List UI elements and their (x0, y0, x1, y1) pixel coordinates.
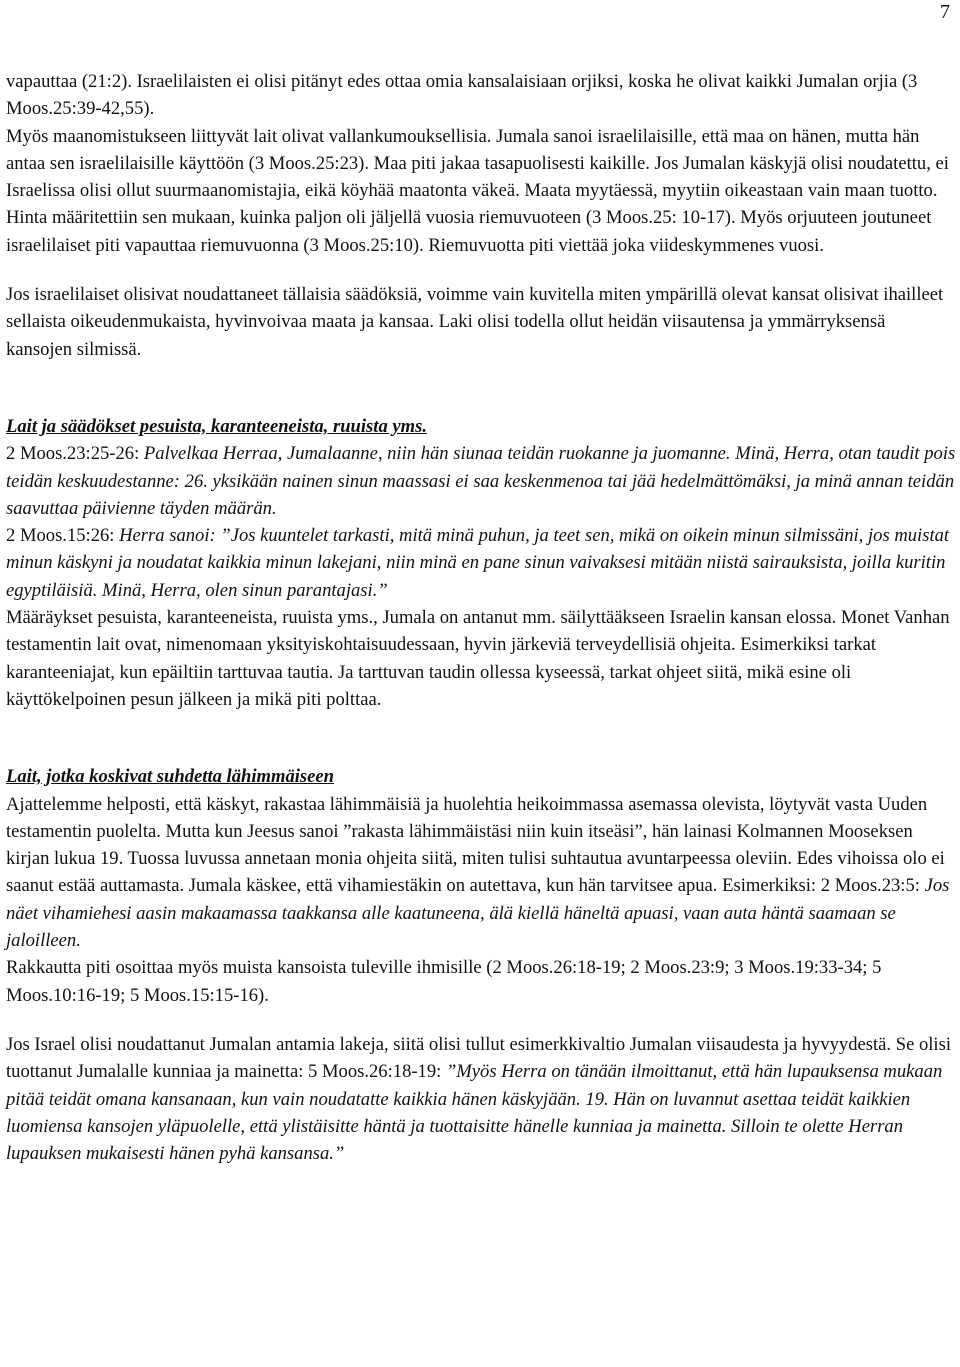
section-1-quote-2: Herra sanoi: ”Jos kuuntelet tarkasti, mitä minä puhun, ja teet sen, mikä on oikein minun silmissäni, jos muistat minun käskyni ja noudatat kaikkia minun lakejani, niin minä en pane sinun vaivaksesi mitään niistä sairauksista, joilla kuritin egyptiläisiä. Minä, Herra, olen sinun parantajasi.” (6, 525, 950, 601)
page-number: 7 (940, 1, 950, 23)
page-body (6, 68, 956, 1167)
paragraph-1-text: vapauttaa (21:2). Israelilaisten ei olisi pitänyt edes ottaa omia kansalaisiaan orjiksi, koska he olivat kaikki Jumalan orjia (3 Moos.25:39-42,55). (6, 71, 918, 120)
paragraph-last-text: Jos Israel olisi noudattanut Jumalan antamia lakeja, siitä olisi tullut esimerkkivaltio Jumalan viisaudesta ja hyvyydestä. Se olisi tuottanut Jumalalle kunniaa ja mainetta: 5 Moos.26:18-19: (6, 1033, 952, 1083)
section-2 (6, 763, 956, 1009)
section-1-quote-1: Palvelkaa Herraa, Jumalaanne, niin hän siunaa teidän ruokanne ja juomanne. Minä, Herra, otan taudit pois teidän keskuudestanne: 26. yksikään nainen sinun maassasi ei saa keskenmenoa tai jää hedelmättömäksi, ja minä annan teidän saavuttaa päivienne täyden määrän. (6, 443, 956, 519)
paragraph-1 (6, 68, 956, 259)
paragraph-2: Jos israelilaiset olisivat noudattaneet tällaisia säädöksiä, voimme vain kuvitella miten ympärillä olevat kansat olisivat ihailleet sellaista oikeudenmukaista, hyvinvoivaa maata ja kansaa. Laki olisi todella ollut heidän viisautensa ja ymmärryksensä kansojen silmissä. (6, 284, 944, 360)
paragraph-last (6, 1031, 956, 1167)
paragraph-1-continued: Myös maanomistukseen liittyvät lait olivat vallankumouksellisia. Jumala sanoi israelilaisille, että maa on hänen, mutta hän antaa sen israelilaisille käyttöön (3 Moos.25:23). Maa piti jakaa tasapuolisesti kaikille. Jos Jumalan käskyjä olisi noudatettu, ei Israelissa olisi ollut suurmaanomistajia, eikä köyhää maatonta väkeä. Maata myytäessä, myytiin oikeastaan vain maan tuotto. Hinta määritettiin sen mukaan, kuinka paljon oli jäljellä vuosia riemuvuoteen (3 Moos.25: 10-17). Myös orjuuteen joutuneet israelilaiset piti vapauttaa riemuvuonna (3 Moos.25:10). Riemuvuotta piti viettää joka viideskymmenes vuosi. (6, 125, 949, 256)
section-1-body: Määräykset pesuista, karanteeneista, ruuista yms., Jumala on antanut mm. säilyttääkseen Israelin kansan elossa. Monet Vanhan testamentin lait ovat, nimenomaan yksityiskohtaisuudessaan, hyvin järkeviä terveydellisiä ohjeita. Esimerkiksi tarkat karanteeniajat, kun epäiltiin tarttuvaa tautia. Ja tarttuvan taudin ollessa kyseessä, tarkat ohjeet siitä, mikä esine oli käyttökelpoinen pesun jälkeen ja mikä piti polttaa. (6, 607, 950, 710)
section-1 (6, 413, 956, 713)
paragraph-last-quote: ”Myös Herra on tänään ilmoittanut, että hän lupauksensa mukaan pitää teidät omana kansanaan, kun vain noudatatte kaikkia hänen käskyjään. 19. Hän on luvannut asettaa teidät kaikkien luomiensa kansojen yläpuolelle, että ylistäisitte häntä ja tuottaisitte hänelle kunniaa ja mainetta. Silloin te olette Herran lupauksen mukaisesti hänen pyhä kansansa.” (6, 1061, 943, 1165)
section-2-heading: Lait, jotka koskivat suhdetta lähimmäiseen (6, 766, 334, 788)
section-2-body-2: Rakkautta piti osoittaa myös muista kansoista tuleville ihmisille (2 Moos.26:18-19; 2 Moos.23:9; 3 Moos.19:33-34; 5 Moos.10:16-19; 5 Moos.15:15-16). (6, 957, 882, 1006)
section-2-quote: Jos näet vihamiehesi aasin makaamassa taakkansa alle kaatuneena, älä kiellä häneltä apuasi, vaan auta häntä saamaan se jaloilleen. (6, 875, 950, 952)
section-1-ref-2: 2 Moos.15:26: (6, 525, 120, 547)
section-2-body: Ajattelemme helposti, että käskyt, rakastaa lähimmäisiä ja huolehtia heikoimmassa asemassa olevista, löytyvät vasta Uuden testamentin puolelta. Mutta kun Jeesus sanoi ”rakasta lähimmäistäsi niin kuin itseäsi”, hän lainasi Kolmannen Mooseksen kirjan lukua 19. Tuossa luvussa annetaan monia ohjeita siitä, miten tulisi suhtautua avuntarpeessa oleviin. Edes vihoissa olo ei saanut estää auttamasta. Jumala käskee, että vihamiestäkin on autettava, kun hän tarvitsee apua. Esimerkiksi: 2 Moos.23:5: (6, 793, 945, 897)
section-1-heading: Lait ja säädökset pesuista, karanteeneista, ruuista yms. (6, 415, 427, 437)
section-1-ref-1: 2 Moos.23:25-26: (6, 443, 144, 465)
